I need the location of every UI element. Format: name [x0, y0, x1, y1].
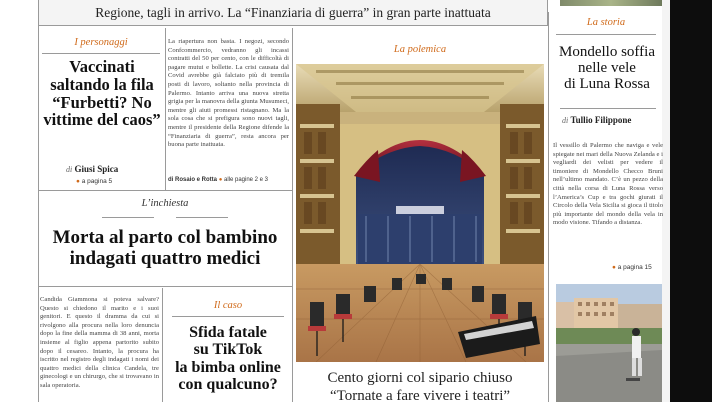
personaggi-headline-line: “Furbetti? No	[52, 92, 152, 112]
caso-headline-line: la bimba online	[175, 358, 281, 376]
inchiesta-top-rule	[38, 190, 292, 191]
inchiesta-headline-line: indagati quattro medici	[69, 247, 261, 269]
personaggi-headline-line: Vaccinati	[69, 57, 135, 76]
mid-byline	[168, 177, 268, 183]
storia-page-ref	[612, 264, 652, 271]
polemica-caption-line1: Cento giorni col sipario chiuso	[327, 370, 513, 386]
personaggi-kicker: I personaggi	[74, 37, 128, 48]
polemica-kicker: La polemica	[393, 44, 447, 55]
personaggi-headline	[38, 58, 166, 129]
page-ref-text: a pagina 5	[81, 178, 113, 185]
bullet-icon: ●	[612, 264, 616, 271]
polemica-caption-line2: “Tornate a fare vivere i teatri”	[329, 388, 511, 402]
inchiesta-headline-line: Morta al parto col bambino	[52, 227, 278, 248]
mid-body-text: La riapertura non basta. I negozi, secondo Confcommercio, vedranno gli incassi contratti del 50 per cento, con le difficoltà di pagare mutui e bollette. La crisi causata dal Covid avrebbe già falciato più di tremila posti di lavoro, soltanto nella provincia di Palermo. Intanto arriva una nuova stretta grigia per la manovra della giunta Musumeci, mentre gli aiuti promessi ristagnano. Ma la sola cosa che si prefigura sono nuovi tagli, mentre il presidente della Regione difende la “Finanziaria di guerra”, resta ancora per buona parte inattuata.	[168, 38, 289, 149]
caso-rule	[172, 316, 284, 317]
inchiesta-body-text: Candida Giammona si poteva salvare? Questo si chiedono il marito e i suoi genitori. E questo il dramma da cui si rivolgono alla procura nella loro denuncia dopo la fine della mamma di 38 anni, morta insieme al figlio appena partorito subito dopo il cesareo. Intanto, la procura ha iscritto nel registro degli indagati i nomi dei quattro medici della clinica Candela, tre ginecologi e un chirurgo, che si trovavano in sala operatoria.	[40, 296, 159, 389]
storia-headline	[550, 44, 664, 93]
mid-page-ref: alle pagine 2 e 3	[223, 177, 269, 183]
page-edge	[670, 0, 712, 402]
byline-prefix: di	[562, 116, 569, 125]
storia-body-text: Il vessillo di Palermo che naviga e vele spiegate nei mari della Nuova Zelanda e i vegliardi dei velisti per vedere il timoniere di Mondello Checco Bruni nell’ultimo mandato. C’è un pezzo della città nella corsa di Luna Rossa verso l’America’s Cup e tra gochi giurati il Circolo della Vela Sicilia si gioca il titolo più importante del mondo della vela in modo visione. Tifando a distanza.	[553, 142, 663, 227]
bullet-icon: ●	[76, 178, 80, 185]
caso-kicker: Il caso	[213, 300, 243, 311]
personaggi-headline-line: vittime del caos”	[43, 110, 161, 130]
caso-headline-line: Sfida fatale	[189, 324, 267, 341]
top-strip	[38, 0, 548, 26]
storia-byline-rule	[560, 108, 656, 109]
inchiesta-rule-right	[176, 217, 228, 218]
caso-headline-line: su TikTok	[193, 341, 263, 359]
storia-rule	[556, 34, 656, 35]
page-ref-text: a pagina 15	[617, 264, 652, 271]
storia-kicker: La storia	[586, 17, 626, 28]
personaggi-byline	[66, 164, 118, 174]
storia-byline	[562, 115, 631, 125]
storia-headline-line: nelle vele	[578, 60, 636, 77]
inchiesta-bottom-rule	[38, 286, 292, 287]
personaggi-page-ref	[76, 178, 112, 185]
personaggi-headline-line: saltando la fila	[50, 74, 154, 94]
byline-prefix: di	[66, 165, 73, 174]
inchiesta-headline	[38, 228, 292, 269]
byline-name: Tullio Filippone	[570, 115, 632, 125]
rule-4	[162, 288, 163, 402]
storia-headline-line: Mondello soffia	[559, 44, 655, 60]
byline-name: Giusi Spica	[74, 164, 119, 174]
storia-headline-line: di Luna Rossa	[564, 76, 650, 93]
mondello-photo	[556, 284, 662, 402]
caso-headline-line: con qualcuno?	[178, 375, 278, 393]
theatre-photo	[296, 64, 544, 362]
top-right-photo-edge	[560, 0, 662, 6]
polemica-caption	[292, 369, 548, 402]
mid-byline-text: di Rosaio e Rotta	[168, 177, 218, 183]
mondello-illustration	[556, 284, 662, 402]
personaggi-rule	[42, 53, 160, 54]
theatre-illustration	[296, 64, 544, 362]
inchiesta-kicker: L’inchiesta	[141, 198, 189, 209]
bullet-icon: ●	[218, 177, 223, 183]
caso-headline	[164, 324, 292, 393]
rule-2	[292, 28, 293, 402]
top-strip-headline: Regione, tagli in arrivo. La “Finanziaria di guerra” in gran parte inattuata	[95, 5, 491, 20]
inchiesta-rule-left	[102, 217, 154, 218]
rule-3	[548, 12, 549, 402]
